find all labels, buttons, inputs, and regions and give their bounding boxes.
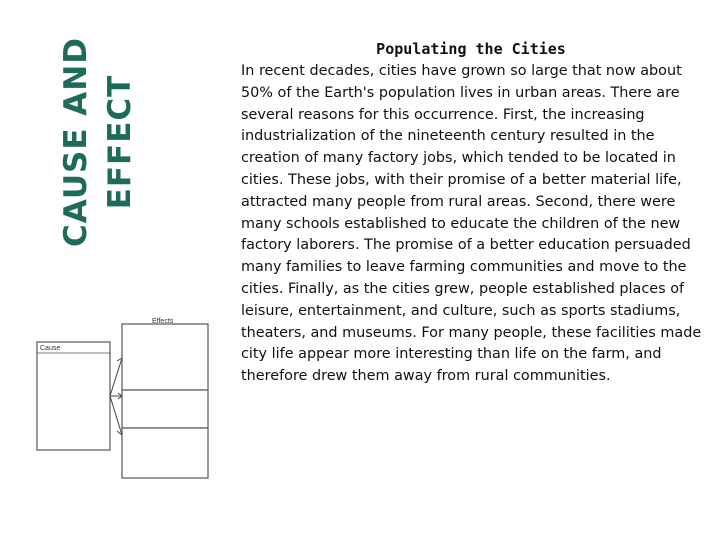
cause-label: Cause [40, 345, 61, 352]
cause-effect-organizer [36, 310, 212, 524]
effects-box-2 [122, 390, 208, 428]
arrows [110, 358, 122, 435]
article-body: In recent decades, cities have grown so large that now about 50% of the Earth's population lives in urban areas. There are several reasons for this occurrence. First, the increasing industrialization of the nineteenth century resulted in the creation of many factory jobs, which tended to be located in cities. These jobs, with their promise of a better material life, attracted many people from rural areas. Second, there were many schools established to educate the children of the new factory laborers. The promise of a better education persuaded many families to leave farming communities and move to the cities. Finally, as the cities grew, people established places of leisure, entertainment, and culture, such as sports stadiums, theaters, and museums. For many people, these facilities made city life appear more interesting than life on the farm, and therefore drew them away from rural communities. [241, 63, 702, 385]
cause-and-effect-heading [52, 30, 142, 250]
cause-box [37, 342, 110, 450]
effects-box-3 [122, 428, 208, 478]
effects-label: Effects [152, 318, 174, 325]
effects-box-1 [122, 324, 208, 390]
heading-line-effect: EFFECT [102, 74, 138, 210]
article-title: Populating the Cities [376, 40, 566, 58]
heading-line-cause-and: CAUSE AND [58, 37, 94, 247]
